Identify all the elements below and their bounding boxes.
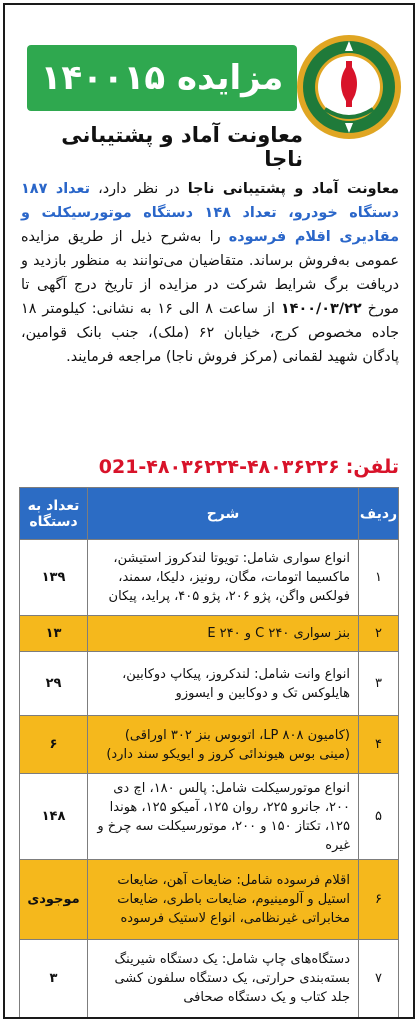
announcement-part: در نظر دارد، [90, 181, 188, 197]
row-count: ۱۳ [20, 616, 88, 652]
table-row [20, 652, 399, 716]
table-row [20, 940, 399, 1018]
row-number: ۷ [359, 940, 399, 1018]
row-description: انواع سواری شامل: تویوتا لندکروز استیشن، ماکسیما اتومات، مگان، رونیز، دلیکا، سمند، فولکس واگن، پژو ۲۰۶، پژو ۴۰۵، پراید، پیکان [88, 540, 359, 616]
row-description: دستگاه‌های چاپ شامل: یک دستگاه شیرینگ بسته‌بندی حرارتی، یک دستگاه سلفون کشی جلد کتاب و یک دستگاه صحافی [88, 940, 359, 1018]
phone-label: تلفن: [345, 456, 399, 478]
auction-notice [3, 3, 415, 1019]
announcement-highlight: تعداد ۱۸۷ دستگاه خودرو، تعداد ۱۴۸ دستگاه موتورسیکلت و مقادیری اقلام فرسوده [21, 181, 399, 245]
row-description: انواع موتورسیکلت شامل: پالس ۱۸۰، اچ دی ۲۰۰، جانرو ۲۲۵، روان ۱۲۵، آمیکو ۱۲۵، هوندا ۱۲۵، تکتاز ۱۵۰ و ۲۰۰، موتورسیکلت سه چرخ و غیره [88, 774, 359, 860]
announcement-text [21, 177, 399, 369]
row-description: انواع وانت شامل: لندکروز، پیکاپ دوکابین، هایلوکس تک و دوکابین و ایسوزو [88, 652, 359, 716]
contact-phone [19, 451, 399, 483]
header-count: تعداد به دستگاه [20, 488, 88, 540]
auction-title: مزایده ۱۴۰۰۱۵ [40, 58, 284, 98]
row-number: ۶ [359, 860, 399, 940]
row-count: ۳ [20, 940, 88, 1018]
row-description: اقلام فرسوده شامل: ضایعات آهن، ضایعات استیل و آلومینیوم، ضایعات باطری، ضایعات مخابراتی غیرنظامی، انواع لاستیک فرسوده [88, 860, 359, 940]
row-number: ۲ [359, 616, 399, 652]
row-count: ۲۹ [20, 652, 88, 716]
header-row-number: ردیف [359, 488, 399, 540]
row-number: ۳ [359, 652, 399, 716]
row-count: ۱۳۹ [20, 540, 88, 616]
phone-number: 021-۴۸۰۳۶۲۲۴-۴۸۰۳۶۲۲۶ [98, 456, 340, 478]
table-row [20, 716, 399, 774]
row-description: بنز سواری C ۲۴۰ و E ۲۴۰ [88, 616, 359, 652]
announcement-deadline: ۱۴۰۰/۰۳/۲۲ [280, 301, 362, 317]
header-description: شرح [88, 488, 359, 540]
row-number: ۴ [359, 716, 399, 774]
row-count: ۱۴۸ [20, 774, 88, 860]
table-header-row [20, 488, 399, 540]
auction-title-banner [27, 45, 297, 111]
items-table [19, 487, 399, 1018]
row-description: (کامیون LP ۸۰۸، اتوبوس بنز ۳۰۲ اوراقی) (مینی بوس هیوندائی کروز و ایویکو سند دارد) [88, 716, 359, 774]
table-row [20, 616, 399, 652]
announcement-part: از ساعت ۸ الی ۱۶ به نشانی: کیلومتر ۱۸ جاده مخصوص کرج، خیابان ۶۲ (ملک)، جنب بانک قوامین، پادگان شهید لقمانی (مرکز فروش ناجا) مراجعه فرمایند. [21, 301, 399, 365]
items-table-wrapper [19, 487, 399, 1018]
row-count: موجودی [20, 860, 88, 940]
row-number: ۵ [359, 774, 399, 860]
table-row [20, 860, 399, 940]
table-row [20, 774, 399, 860]
row-number: ۱ [359, 540, 399, 616]
announcement-part: معاونت آماد و پشتیبانی ناجا [187, 181, 399, 197]
table-row [20, 540, 399, 616]
row-count: ۶ [20, 716, 88, 774]
organization-name: معاونت آماد و پشتیبانی ناجا [61, 123, 303, 171]
police-emblem-icon [295, 33, 403, 141]
announcement-part: را به‌شرح ذیل از طریق مزایده عمومی به‌فروش برساند. متقاضیان می‌توانند به منظور بازدید و دریافت برگ شرایط شرکت در مزایده از تاریخ درج آگهی تا مورخ [21, 229, 399, 317]
